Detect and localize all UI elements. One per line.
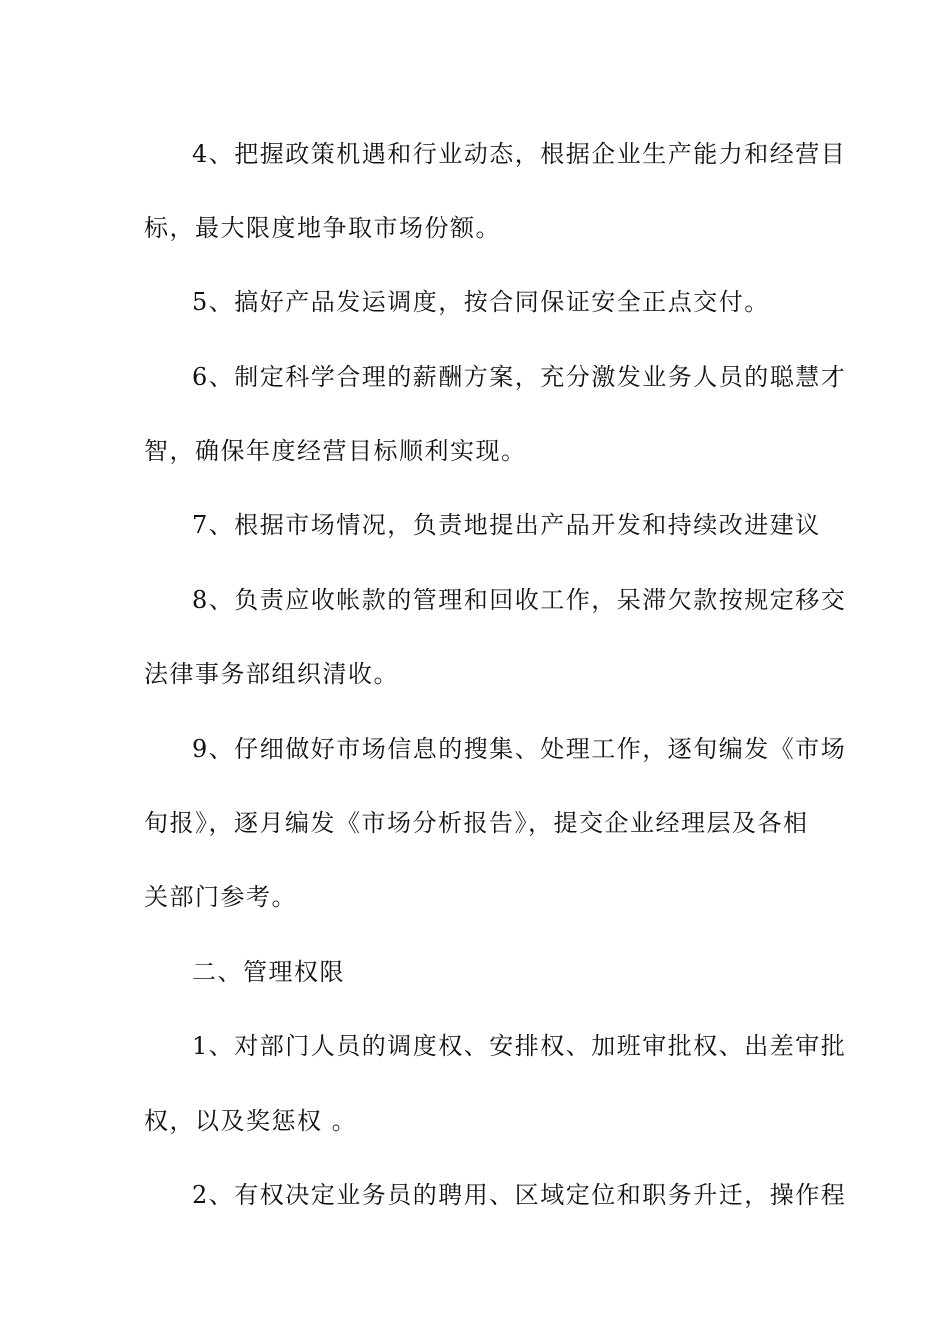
section-heading-management-authority: 二、管理权限 [192,958,345,986]
paragraph-item-4-line-2: 标，最大限度地争取市场份额。 [144,214,501,242]
paragraph-item-6-line-2: 智，确保年度经营目标顺利实现。 [144,437,527,465]
paragraph-item-5: 5、搞好产品发运调度，按合同保证安全正点交付。 [192,288,770,316]
paragraph-authority-1-line-1: 1、对部门人员的调度权、安排权、加班审批权、出差审批 [192,1032,847,1060]
paragraph-authority-1-line-2: 权，以及奖惩权 。 [144,1107,358,1135]
paragraph-item-7: 7、根据市场情况，负责地提出产品开发和持续改进建议 [192,511,821,539]
paragraph-item-6-line-1: 6、制定科学合理的薪酬方案，充分激发业务人员的聪慧才 [192,363,847,391]
paragraph-item-9-line-3: 关部门参考。 [144,883,297,911]
paragraph-item-9-line-1: 9、仔细做好市场信息的搜集、处理工作，逐旬编发《市场 [192,735,847,763]
paragraph-item-8-line-1: 8、负责应收帐款的管理和回收工作，呆滞欠款按规定移交 [192,586,847,614]
paragraph-item-9-line-2: 旬报》，逐月编发《市场分析报告》，提交企业经理层及各相 [144,809,809,837]
paragraph-authority-2-line-1: 2、有权决定业务员的聘用、区域定位和职务升迁，操作程 [192,1181,847,1209]
paragraph-item-4-line-1: 4、把握政策机遇和行业动态，根据企业生产能力和经营目 [192,140,847,168]
paragraph-item-8-line-2: 法律事务部组织清收。 [144,660,399,688]
